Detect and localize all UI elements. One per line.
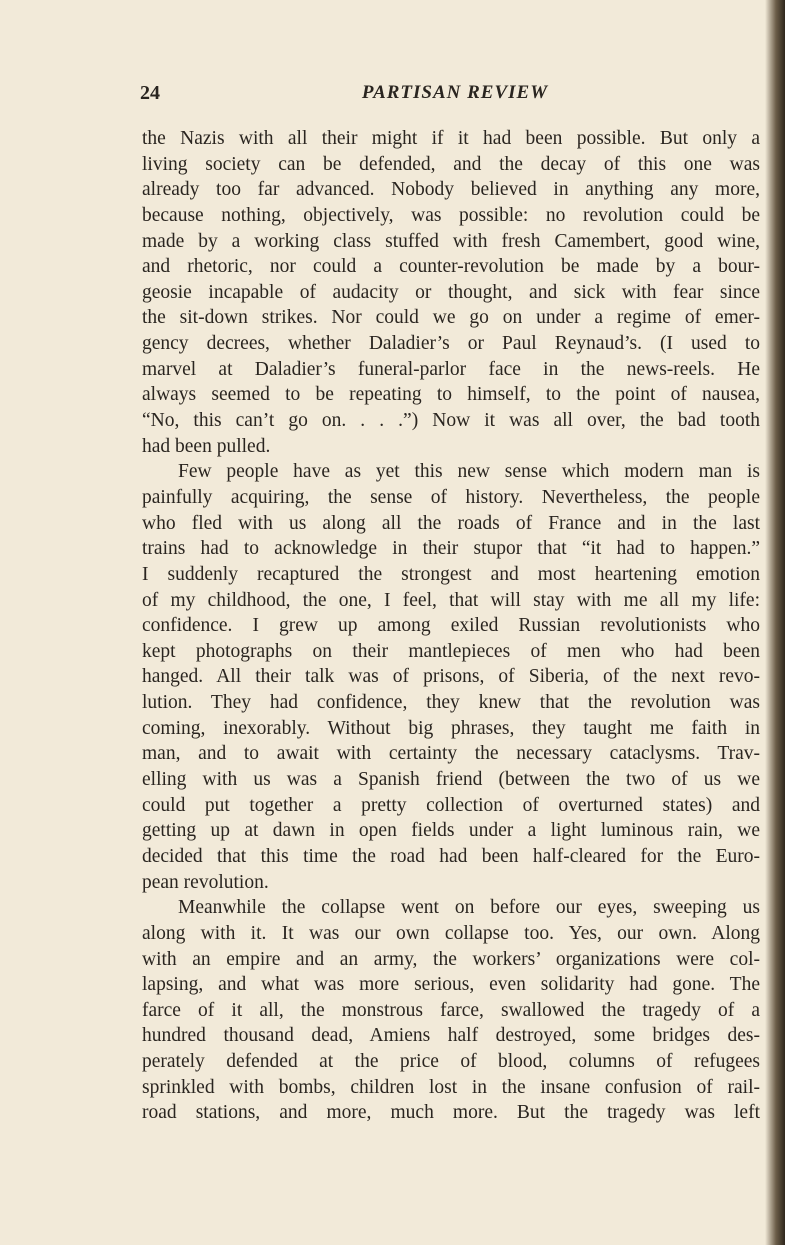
text-line: geosie incapable of audacity or thought, and sick with fear since [142, 281, 760, 303]
text-line: kept photographs on their mantlepieces of men who had been [142, 640, 760, 662]
text-line: “No, this can’t go on. . . .”) Now it was all over, the bad tooth [142, 410, 760, 432]
text-line: man, and to await with certainty the necessary cataclysms. Trav- [142, 743, 760, 765]
text-line: already too far advanced. Nobody believed in anything any more, [142, 179, 760, 201]
text-line: trains had to acknowledge in their stupor that “it had to happen.” [142, 538, 760, 560]
text-line: perately defended at the price of blood, columns of refugees [142, 1051, 760, 1073]
text-line: getting up at dawn in open fields under a light luminous rain, we [142, 820, 760, 842]
page-gutter-shadow [765, 0, 785, 1245]
text-line: who fled with us along all the roads of France and in the last [142, 512, 760, 534]
text-line: pean revolution. [142, 871, 269, 893]
text-line: living society can be defended, and the decay of this one was [142, 153, 760, 175]
text-line: marvel at Daladier’s funeral-parlor face in the news-reels. He [142, 358, 760, 380]
text-line: Meanwhile the collapse went on before our eyes, sweeping us [178, 897, 760, 919]
text-line: painfully acquiring, the sense of history. Nevertheless, the people [142, 486, 760, 508]
text-line: Few people have as yet this new sense which modern man is [178, 461, 760, 483]
text-line: I suddenly recaptured the strongest and most heartening emotion [142, 563, 760, 585]
text-line: the sit-down strikes. Nor could we go on under a regime of emer- [142, 307, 760, 329]
text-line: coming, inexorably. Without big phrases, they taught me faith in [142, 717, 760, 739]
running-header [140, 82, 760, 110]
text-line: of my childhood, the one, I feel, that will stay with me all my life: [142, 589, 760, 611]
text-line: hanged. All their talk was of prisons, of Siberia, of the next revo- [142, 666, 760, 688]
body-text [142, 126, 760, 1126]
text-line: had been pulled. [142, 435, 271, 457]
text-line: farce of it all, the monstrous farce, swallowed the tragedy of a [142, 999, 760, 1021]
text-line: made by a working class stuffed with fresh Camembert, good wine, [142, 230, 760, 252]
text-line: could put together a pretty collection of overturned states) and [142, 794, 760, 816]
page-number: 24 [140, 82, 160, 104]
text-line: confidence. I grew up among exiled Russian revolutionists who [142, 615, 760, 637]
text-line: hundred thousand dead, Amiens half destroyed, some bridges des- [142, 1025, 760, 1047]
text-line: road stations, and more, much more. But the tragedy was left [142, 1102, 760, 1124]
text-line: lapsing, and what was more serious, even solidarity had gone. The [142, 974, 760, 996]
journal-title: PARTISAN REVIEW [361, 82, 549, 103]
text-line: the Nazis with all their might if it had been possible. But only a [142, 128, 760, 149]
text-line: lution. They had confidence, they knew that the revolution was [142, 692, 760, 714]
text-line: always seemed to be repeating to himself, to the point of nausea, [142, 384, 760, 406]
text-line: along with it. It was our own collapse too. Yes, our own. Along [142, 922, 760, 944]
text-line: and rhetoric, nor could a counter-revolution be made by a bour- [142, 256, 760, 278]
text-line: because nothing, objectively, was possible: no revolution could be [142, 204, 760, 226]
text-line: sprinkled with bombs, children lost in the insane confusion of rail- [142, 1076, 760, 1098]
text-line: gency decrees, whether Daladier’s or Paul Reynaud’s. (I used to [142, 333, 760, 355]
text-line: decided that this time the road had been half-cleared for the Euro- [142, 845, 760, 867]
text-line: elling with us was a Spanish friend (between the two of us we [142, 769, 760, 791]
text-line: with an empire and an army, the workers’ organizations were col- [142, 948, 760, 970]
